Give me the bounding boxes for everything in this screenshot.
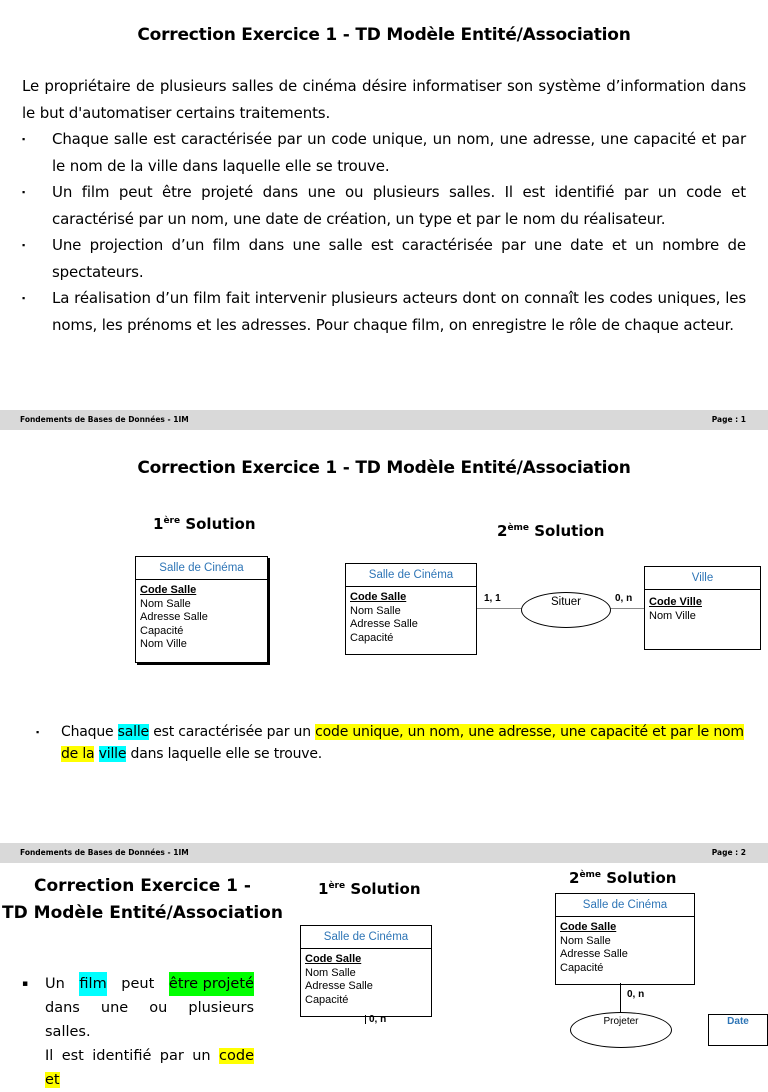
entity-attr: Nom Salle — [560, 934, 611, 947]
bullet-icon: ▪ — [22, 187, 26, 197]
solution-number: 1 — [318, 880, 329, 898]
page2-bullet — [36, 721, 762, 765]
relation-situer — [521, 592, 611, 628]
entity-attr: Nom Salle — [350, 604, 401, 617]
entity-attr: Adresse Salle — [305, 980, 373, 992]
entity-attr: Adresse Salle — [140, 611, 208, 623]
bullet-icon: ▪ — [22, 134, 26, 144]
page2-footer — [0, 843, 768, 863]
entity-attr: Nom Salle — [140, 597, 191, 610]
bullet-text: dans laquelle elle se trouve. — [126, 746, 323, 762]
highlight-entity: salle — [117, 724, 149, 740]
solution-text: Solution — [345, 880, 421, 898]
solution-number: 2 — [497, 522, 508, 540]
entity-ville — [644, 566, 761, 650]
relation-link-line — [365, 1015, 366, 1024]
bullet-text: est caractérisée par un — [148, 724, 316, 740]
entity-salle-de-cinema — [135, 556, 268, 663]
solution-text: Solution — [601, 869, 677, 887]
cardinality-label: 0, n — [627, 989, 645, 1000]
entity-key: Code Salle — [560, 921, 617, 933]
entity-attr: Nom Ville — [649, 609, 696, 622]
footer-course: Fondements de Bases de Données - 1IM — [20, 848, 189, 857]
page1-bullet-2 — [22, 179, 746, 232]
entity-attr: Capacité — [140, 624, 184, 637]
entity-title: Salle de Cinéma — [136, 557, 267, 580]
entity-salle-de-cinema — [300, 925, 432, 1017]
bullet-text: Un film peut être projeté dans une ou plusieurs salles. Il est identifié par un code et caractérisé par un nom, une date de création, un type et par le nom du réalisateur. — [52, 183, 746, 228]
cardinality-right: 0, n — [615, 593, 633, 604]
highlight-entity: film — [79, 972, 106, 996]
solution-2-label — [497, 522, 604, 540]
highlight-attributes: code et — [45, 1048, 254, 1088]
entity-attr: Adresse Salle — [350, 618, 418, 630]
entity-title: Date — [727, 1016, 749, 1027]
bullet-text: Un — [45, 976, 65, 992]
bullet-icon: ▪ — [22, 979, 29, 989]
entity-salle-de-cinema-2 — [345, 563, 477, 655]
title-line: TD Modèle Entité/Association — [2, 903, 283, 923]
footer-page-number: Page : 1 — [711, 415, 746, 424]
entity-attr: Nom Salle — [305, 966, 356, 979]
entity-title: Salle de Cinéma — [346, 564, 476, 587]
bullet-text: Chaque — [61, 724, 118, 740]
entity-salle-de-cinema-2 — [555, 893, 695, 985]
bullet-text: dans une ou plusieurs salles. — [45, 1000, 254, 1040]
bullet-text: Il est identifié par un — [45, 1048, 220, 1064]
page1-bullet-4 — [22, 285, 746, 338]
relation-label: Situer — [550, 596, 582, 608]
footer-page-number: Page : 2 — [711, 848, 746, 857]
bullet-text: Chaque salle est caractérisée par un code unique, un nom, une adresse, une capacité et par le nom de la ville dans laquelle elle se trouve. — [52, 130, 746, 175]
bullet-text: La réalisation d’un film fait intervenir plusieurs acteurs dont on connaît les codes uniques, les noms, les prénoms et les adresses. Pour chaque film, on enregistre le rôle de chaque acteur. — [52, 289, 746, 334]
solution-text: Solution — [180, 515, 256, 533]
entity-attr: Capacité — [350, 631, 394, 644]
entity-title: Salle de Cinéma — [556, 894, 694, 917]
entity-title: Ville — [645, 567, 760, 590]
solution-suffix: ère — [328, 881, 346, 891]
page1-intro: Le propriétaire de plusieurs salles de cinéma désire informatiser son système d’information dans le but d'automatiser certains traitements. — [22, 77, 746, 122]
entity-attr: Adresse Salle — [560, 948, 628, 960]
entity-title: Salle de Cinéma — [301, 926, 431, 949]
entity-attr: Nom Ville — [140, 638, 187, 650]
solution-suffix: ème — [579, 870, 602, 880]
entity-attr: Capacité — [560, 961, 604, 974]
page3-title — [0, 873, 285, 927]
relation-link-line — [620, 983, 621, 1013]
bullet-icon: ▪ — [22, 293, 26, 303]
solution-number: 1 — [153, 515, 164, 533]
footer-course: Fondements de Bases de Données - 1IM — [20, 415, 189, 424]
entity-key: Code Ville — [649, 596, 702, 608]
cardinality-label: 0, n — [369, 1014, 387, 1025]
solution-suffix: ème — [507, 523, 530, 533]
title-line: Correction Exercice 1 - — [34, 876, 251, 896]
solution-1-label — [318, 880, 421, 898]
page1-footer — [0, 410, 768, 430]
entity-key: Code Salle — [140, 584, 197, 596]
solution-2-label — [569, 869, 676, 887]
entity-attr: Capacité — [305, 993, 349, 1006]
highlight-entity: ville — [98, 746, 127, 762]
solution-text: Solution — [529, 522, 605, 540]
solution-1-label — [153, 515, 256, 533]
relation-projeter — [570, 1012, 672, 1048]
bullet-text: peut — [121, 976, 155, 992]
solution-number: 2 — [569, 869, 580, 887]
highlight-attributes: code unique, un nom, une adresse, une capacité et par le nom de la — [61, 724, 744, 762]
page1-bullet-3 — [22, 232, 746, 285]
bullet-text: Une projection d’un film dans une salle est caractérisée par une date et un nombre de spectateurs. — [52, 236, 746, 281]
page3-bullet — [22, 972, 254, 1092]
entity-key: Code Salle — [305, 953, 362, 965]
page1-title: Correction Exercice 1 - TD Modèle Entité/Association — [137, 25, 631, 45]
solution-suffix: ère — [163, 516, 181, 526]
bullet-icon: ▪ — [36, 727, 40, 737]
relation-label: Projeter — [603, 1016, 639, 1027]
entity-date — [708, 1014, 768, 1046]
page1-bullet-1 — [22, 126, 746, 179]
highlight-relation: être projeté — [169, 972, 254, 996]
page2-title: Correction Exercice 1 - TD Modèle Entité/Association — [137, 458, 631, 478]
entity-key: Code Salle — [350, 591, 407, 603]
bullet-icon: ▪ — [22, 240, 26, 250]
cardinality-left: 1, 1 — [484, 593, 501, 604]
